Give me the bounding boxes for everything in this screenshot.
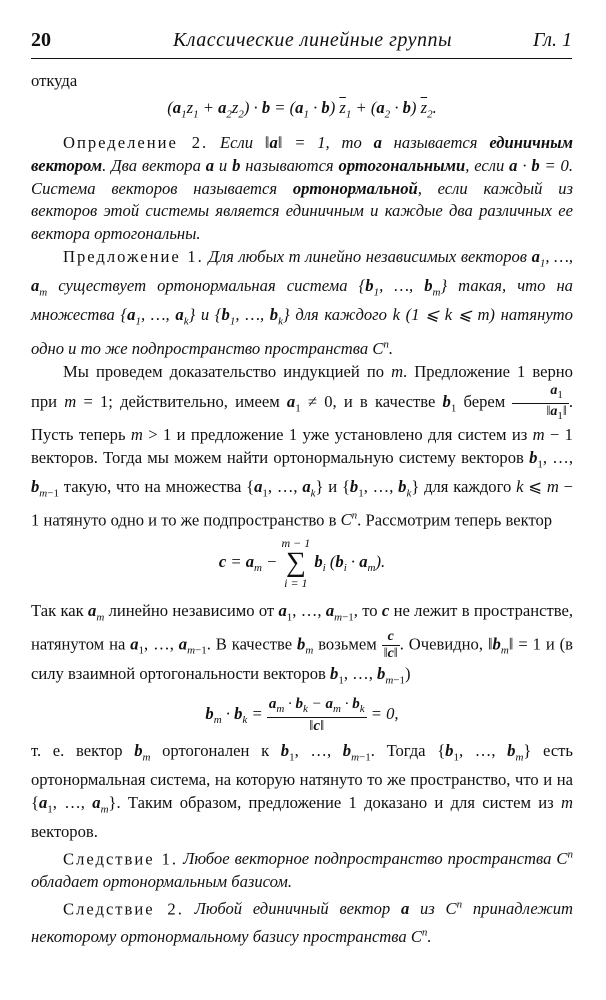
proof-paragraph: Мы проведем доказательство индукцией по m. Предложение 1 верно при m = 1; действительно, имеем $a_1 \ne 0$, и в качестве $b_1$ берем $\frac{a_1}{‖a_1‖}$ . Пусть теперь m > 1 и предложение 1 уже установлено для систем из m − 1 векторов. Тогда мы можем найти ортонормальную систему векторов $b_1$, …, $b_{m-1}$ такую, что на множества {$a_1$, …, $a_k$} и {$b_1$, …, $b_k$} для каждого k ⩽ m − 1 натянуто одно и то же подпространство в $C^n$. Рассмотрим теперь вектор bbox=[31, 361, 574, 530]
paragraph-otkuda: откуда bbox=[31, 71, 78, 90]
page-number: 20 bbox=[31, 29, 51, 51]
equation-3: $b_m \cdot b_k$ = $\frac{a_m \cdot b_k - a_m \cdot b_k}{‖c‖}$ = 0, bbox=[205, 695, 399, 734]
page-body bbox=[31, 70, 573, 949]
corollary-1: Следствие 1. Любое векторное подпространство пространства $C^n$ обладает ортонормальным базисом. bbox=[31, 848, 573, 892]
definition-2: Определение 2. Если ‖a‖ = 1, то a называется единичным вектором. Два вектора a и b называются ортогональными, если a · b = 0. Система векторов называется ортонормальной, если каждый из векторов этой системы является единичным и каждые два различных ее вектора ортогональны. bbox=[31, 132, 573, 244]
equation-2: $c = a_m - m - 1$ ∑ i = 1 $b_i$ $(b_i \cdot a_m)$. bbox=[218, 536, 386, 591]
paragraph-c: Так как $a_m$ линейно независимо от $a_1$, …, $a_{m-1}$, то c не лежит в пространстве, натянутом на $a_1$, …, $a_{m-1}$. В качестве $b_m$ возьмем $\frac{c}{‖c‖}$ . Очевидно, $‖b_m‖ = 1$ и (в силу взаимной ортогональности векторов $b_1$, …, $b_{m-1}$) bbox=[31, 601, 573, 687]
proposition-1: Предложение 1. Для любых m линейно независимых векторов $a_1$, …, $a_m$ существует ортонормальная система {$b_1$, …, $b_m$} такая, что на множества {$a_1$, …, $a_k$} и {$b_1$, …, $b_k$} для каждого k (1 ⩽ k ⩽ m) натянуто одно и то же подпространство пространства $C^n$. bbox=[31, 246, 574, 358]
running-title: Классические линейные группы bbox=[173, 29, 453, 51]
page-header bbox=[31, 29, 572, 59]
chapter-label: Гл. 1 bbox=[532, 29, 572, 51]
header-rule bbox=[31, 58, 572, 59]
paragraph-conclusion: т. е. вектор $b_m$ ортогонален к $b_1$, …, $b_{m-1}$. Тогда {$b_1$, …, $b_m$} есть ортонормальная система, на которую натянуто то же пространство, что и на {$a_1$, …, $a_m$}. Таким образом, предложение 1 доказано и для систем из m векторов. bbox=[31, 740, 574, 841]
equation-1: $(a_1z_1 + a_2z_2) \cdot b = (a_1 \cdot b) \overline{z}_1 + (a_2 \cdot b)$ $\overline{z}_2$. bbox=[167, 97, 437, 121]
corollary-2: Следствие 2. Любой единичный вектор a из $C^n$ принадлежит некоторому ортонормальному базису пространства $C^n$. bbox=[31, 898, 574, 946]
